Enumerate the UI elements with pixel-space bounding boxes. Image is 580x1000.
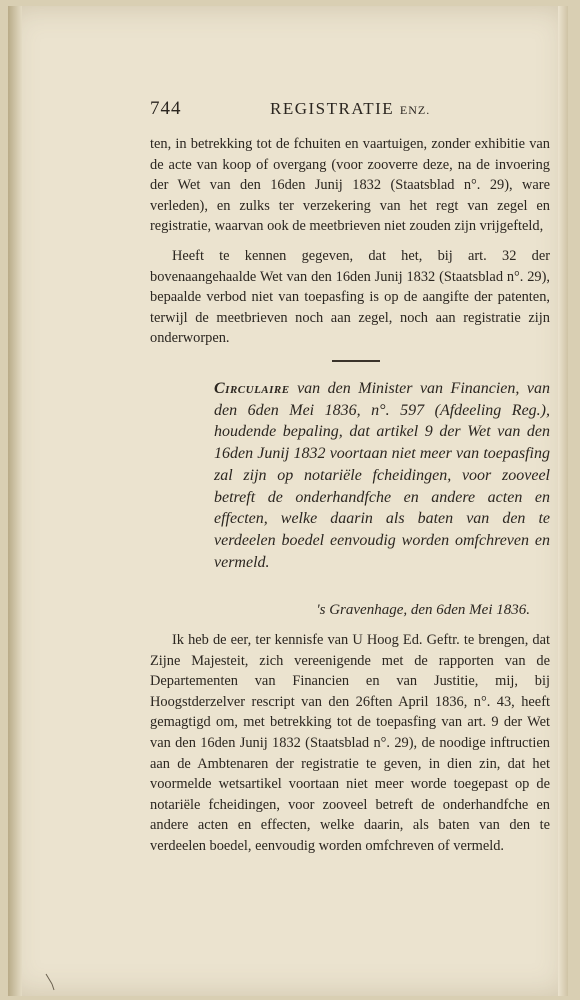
page-spine-shadow [8, 6, 22, 996]
book-page [8, 6, 568, 996]
section-divider [332, 360, 380, 362]
page-edge [558, 6, 568, 996]
page-number: 744 [150, 98, 182, 119]
paragraph-3: Ik heb de eer, ter kennisfe van U Hoog Ed. Geftr. te brengen, dat Zijne Majesteit, zich vereenigende met de rapporten van de Departementen van Financien en van Justitie, mij, bij Hoogstderzelver rescript van den 26ften April 1836, n°. 43, heeft gemagtigd om, met betrekking tot de toepasfing van art. 9 der Wet van den 16den Junij 1832 (Staatsblad n°. 29), de noodige inftructien aan de Ambtenaren der registratie te geven, in dien zin, dat het voormelde wetsartikel voortaan niet meer worde toegepast op de notariële fcheidingen, voor zooveel betreft de onderhandfche en andere acten en effecten, welke daarin, als baten van den te verdeelen boedel, eenvoudig worden omfchreven of vermeld. [150, 632, 550, 854]
running-header [150, 98, 550, 124]
circulaire-heading-block [214, 378, 550, 573]
pencil-mark [44, 972, 60, 992]
paragraph-1: ten, in betrekking tot de fchuiten en vaartuigen, zonder exhibitie van de acte van koop of overgang (voor zooverre deze, na de invoering der Wet van den 16den Junij 1832 (Staatsblad n°. 29), ware verleden), en zulks ter verzekering van het regt van zegel en registratie, waarvan ook de meetbrieven niet zouden zijn vrijgefteld, [150, 136, 550, 235]
circulaire-text: van den Minister van Financien, van den 6den Mei 1836, n°. 597 (Afdeeling Reg.), houdende bepaling, dat artikel 9 der Wet van den 16den Junij 1832 voortaan niet meer van toepasfing zal zijn op notariële fcheidingen, voor zooveel betreft de onderhandfche en andere acten en effecten, welke daarin als baten van den te verdeelen boedel eenvoudig worden omfchreven en vermeld. [214, 380, 550, 571]
running-title-main: REGISTRATIE [270, 99, 395, 118]
running-title-small: ENZ. [399, 103, 431, 117]
circulaire-label: Circulaire [214, 380, 290, 397]
running-title [270, 99, 430, 119]
dateline: 's Gravenhage, den 6den Mei 1836. [316, 602, 530, 618]
paragraph-2: Heeft te kennen gegeven, dat het, bij art. 32 der bovenaangehaalde Wet van den 16den Junij 1832 (Staatsblad n°. 29), bepaalde verbod niet van toepasfing is op de aangifte der patenten, terwijl de meetbrieven noch aan zegel, noch aan registratie zijn onderworpen. [150, 248, 550, 347]
